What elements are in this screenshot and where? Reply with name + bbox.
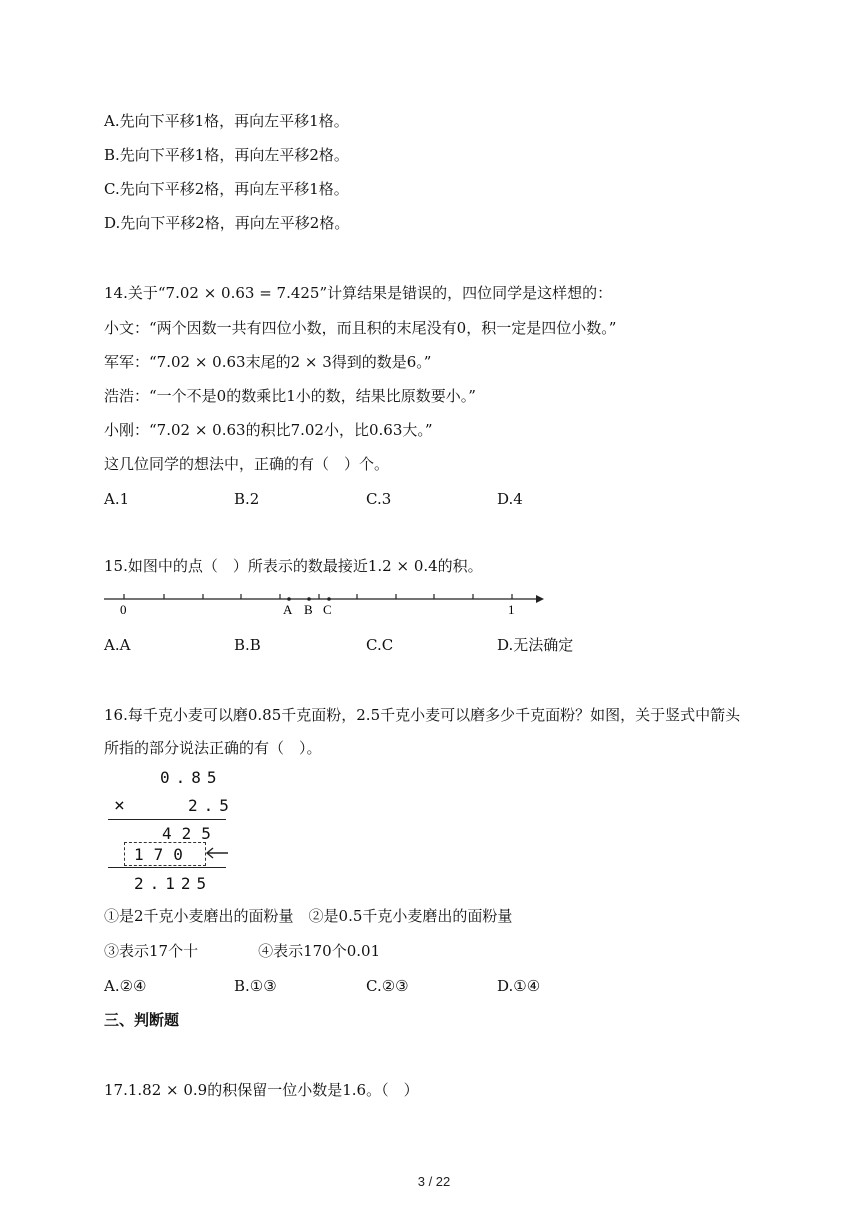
point-a-marker	[287, 597, 291, 601]
number-line	[100, 588, 550, 620]
number-line-label-0: 0	[120, 602, 127, 617]
calc-partial2: 170	[134, 845, 193, 864]
calc-rule-2	[108, 867, 226, 868]
q14-line-xiaogang: 小刚：“7.02 × 0.63的积比7.02小，比0.63大。”	[104, 421, 433, 439]
q15-option-a: A.A	[104, 636, 131, 654]
q14-option-c: C.3	[366, 490, 392, 508]
point-c-marker	[327, 597, 331, 601]
arrow-left-icon	[204, 845, 230, 861]
point-b-marker	[307, 597, 311, 601]
q13-option-c: C.先向下平移2格，再向左平移1格。	[104, 180, 349, 198]
number-line-arrow-icon	[536, 595, 544, 603]
calc-rule-1	[108, 819, 226, 820]
point-a-label: A	[283, 602, 293, 617]
calc-row2: 2.5	[188, 796, 235, 815]
point-b-label: B	[304, 602, 313, 617]
q14-option-b: B.2	[234, 490, 260, 508]
q14-question: 这几位同学的想法中，正确的有（ ）个。	[104, 455, 390, 473]
q16-stem-line1: 16.每千克小麦可以磨0.85千克面粉，2.5千克小麦可以磨多少千克面粉？如图，关于竖式中箭头	[104, 706, 741, 724]
calc-operator: ×	[114, 795, 125, 816]
q15-stem: 15.如图中的点（ ）所表示的数最接近1.2 × 0.4的积。	[104, 557, 483, 575]
q14-line-junjun: 军军：“7.02 × 0.63末尾的2 × 3得到的数是6。”	[104, 353, 432, 371]
q16-option-b: B.①③	[234, 977, 277, 995]
q14-stem: 14.关于“7.02 × 0.63 = 7.425”计算结果是错误的，四位同学是这样想的：	[104, 284, 613, 302]
q16-statements-line1: ①是2千克小麦磨出的面粉量 ②是0.5千克小麦磨出的面粉量	[104, 907, 513, 925]
q15-option-b: B.B	[234, 636, 261, 654]
number-line-ticks	[124, 594, 512, 599]
q14-line-xiaowen: 小文：“两个因数一共有四位小数，而且积的末尾没有0，积一定是四位小数。”	[104, 319, 617, 337]
q15-option-c: C.C	[366, 636, 394, 654]
number-line-label-1: 1	[508, 602, 515, 617]
q16-option-d: D.①④	[497, 977, 541, 995]
q16-option-c: C.②③	[366, 977, 409, 995]
q13-option-b: B.先向下平移1格，再向左平移2格。	[104, 146, 349, 164]
q13-option-d: D.先向下平移2格，再向左平移2格。	[104, 214, 350, 232]
calc-result: 2.125	[134, 874, 213, 893]
q13-option-a: A.先向下平移1格，再向左平移1格。	[104, 112, 349, 130]
calc-row1: 0.85	[160, 768, 223, 787]
section-3-title: 三、判断题	[104, 1011, 180, 1029]
q14-option-a: A.1	[104, 490, 130, 508]
q16-statements-line2: ③表示17个十 ④表示170个0.01	[104, 942, 381, 960]
page-number: 3 / 22	[417, 1174, 451, 1189]
calc-partial1: 425	[162, 824, 221, 843]
q15-option-d: D.无法确定	[497, 636, 574, 654]
q16-option-a: A.②④	[104, 977, 147, 995]
q16-stem-line2: 所指的部分说法正确的有（ ）。	[104, 739, 322, 757]
q14-option-d: D.4	[497, 490, 523, 508]
q14-line-haohao: 浩浩：“一个不是0的数乘比1小的数，结果比原数要小。”	[104, 387, 476, 405]
q17-question: 17.1.82 × 0.9的积保留一位小数是1.6。（ ）	[104, 1081, 419, 1099]
point-c-label: C	[323, 602, 332, 617]
